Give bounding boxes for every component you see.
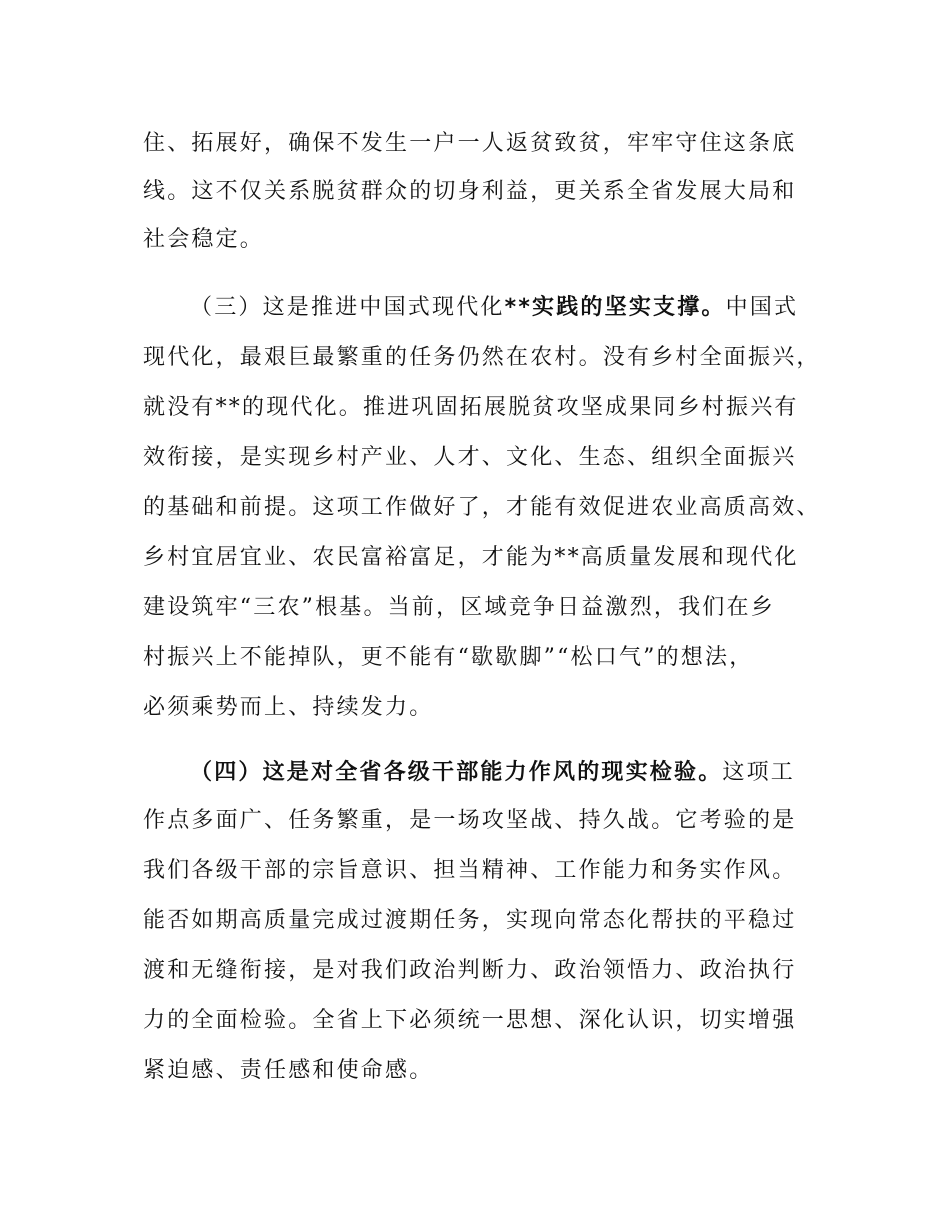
text-line: 必须乘势而上、持续发力。 [143, 695, 434, 720]
text-line: 效衔接，是实现乡村产业、人才、文化、生态、组织全面振兴 [143, 445, 797, 470]
heading-bold-text: （四）这是对全省各级干部能力作风的现实检验。 [190, 760, 723, 785]
text-line: 乡村宜居宜业、农民富裕富足，才能为**高质量发展和现代化 [143, 545, 799, 570]
text-line: 住、拓展好，确保不发生一户一人返贫致贫，牢牢守住这条底 [143, 131, 797, 156]
text-line: 社会稳定。 [143, 227, 265, 252]
text-line: 的基础和前提。这项工作做好了，才能有效促进农业高质高效、 [143, 495, 821, 520]
text-line: 紧迫感、责任感和使命感。 [143, 1058, 434, 1083]
heading-prefix: （三）这是推进中国式现代化 [190, 295, 505, 320]
text-line: 现代化，最艰巨最繁重的任务仍然在农村。没有乡村全面振兴， [143, 345, 821, 370]
heading-rest: 中国式 [725, 295, 799, 320]
text-line: 就没有**的现代化。推进巩固拓展脱贫攻坚成果同乡村振兴有 [143, 395, 799, 420]
text-line: 线。这不仅关系脱贫群众的切身利益，更关系全省发展大局和 [143, 179, 797, 204]
text-line: 能否如期高质量完成过渡期任务，实现向常态化帮扶的平稳过 [143, 908, 797, 933]
text-line: 建设筑牢“三农”根基。当前，区域竞争日益激烈，我们在乡 [143, 595, 775, 620]
heading-bold-text: **实践的坚实支撑。 [504, 295, 726, 320]
text-line: 力的全面检验。全省上下必须统一思想、深化认识，切实增强 [143, 1008, 797, 1033]
text-line: 渡和无缝衔接，是对我们政治判断力、政治领悟力、政治执行 [143, 958, 797, 983]
text-line: 作点多面广、任务繁重，是一场攻坚战、持久战。它考验的是 [143, 808, 797, 833]
heading-rest: 这项工 [722, 760, 796, 785]
paragraph-heading-line [190, 290, 830, 326]
text-line: 我们各级干部的宗旨意识、担当精神、工作能力和务实作风。 [143, 858, 797, 883]
paragraph-heading-line [190, 755, 830, 791]
text-line: 村振兴上不能掉队，更不能有“歇歇脚”“松口气”的想法， [143, 645, 754, 670]
